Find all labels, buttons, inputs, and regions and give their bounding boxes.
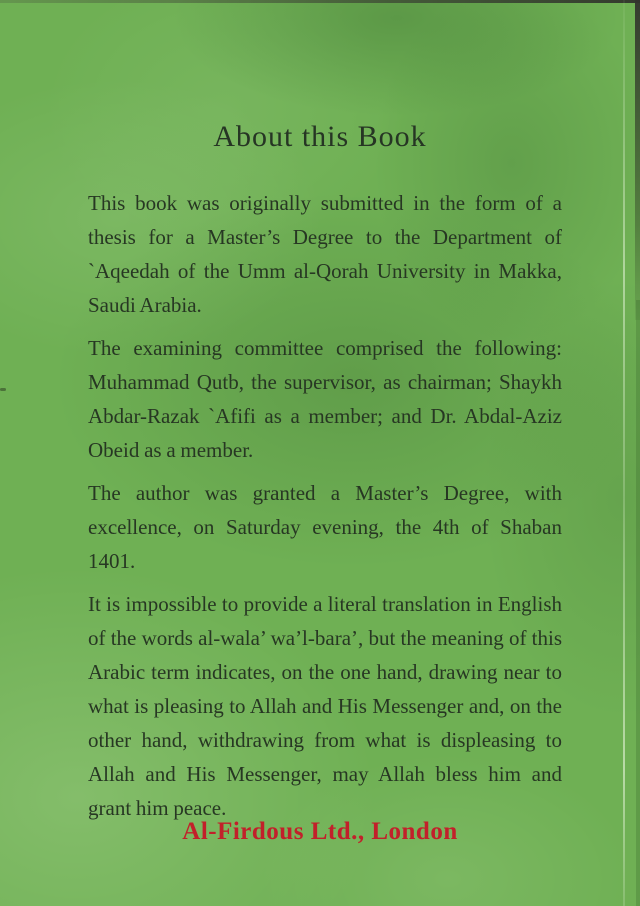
paragraph-examining-committee: The examining committee comprised the following: Muhammad Qutb, the supervisor, as chairman; Shaykh Abdar-Razak `Afifi as a member; and Dr. Abdal-Aziz Obeid as a member. (88, 336, 562, 462)
scan-edge-right (635, 0, 640, 320)
scan-speck (0, 388, 6, 391)
paragraph-translation-meaning: It is impossible to provide a literal translation in English of the words al-wala’ wa’l-bara’, but the meaning of this Arabic term indicates, on the one hand, drawing near to what is pleasing to Allah and His Messenger and, on the other hand, withdrawing from what is displeasing to Allah and His Messenger, may Allah bless him and grant him peace. (88, 592, 562, 820)
publisher-imprint: Al-Firdous Ltd., London (182, 818, 458, 845)
scan-edge-top (0, 0, 640, 3)
paragraph-degree-granted: The author was granted a Master’s Degree, with excellence, on Saturday evening, the 4th of Shaban 1401. (88, 481, 562, 573)
about-text-block (88, 186, 562, 834)
paragraph-thesis-origin: This book was originally submitted in the form of a thesis for a Master’s Degree to the Department of `Aqeedah of the Umm al-Qorah University in Makka, Saudi Arabia. (88, 191, 562, 317)
page-title: About this Book (213, 120, 427, 153)
scan-edge-right-lower (636, 300, 640, 906)
